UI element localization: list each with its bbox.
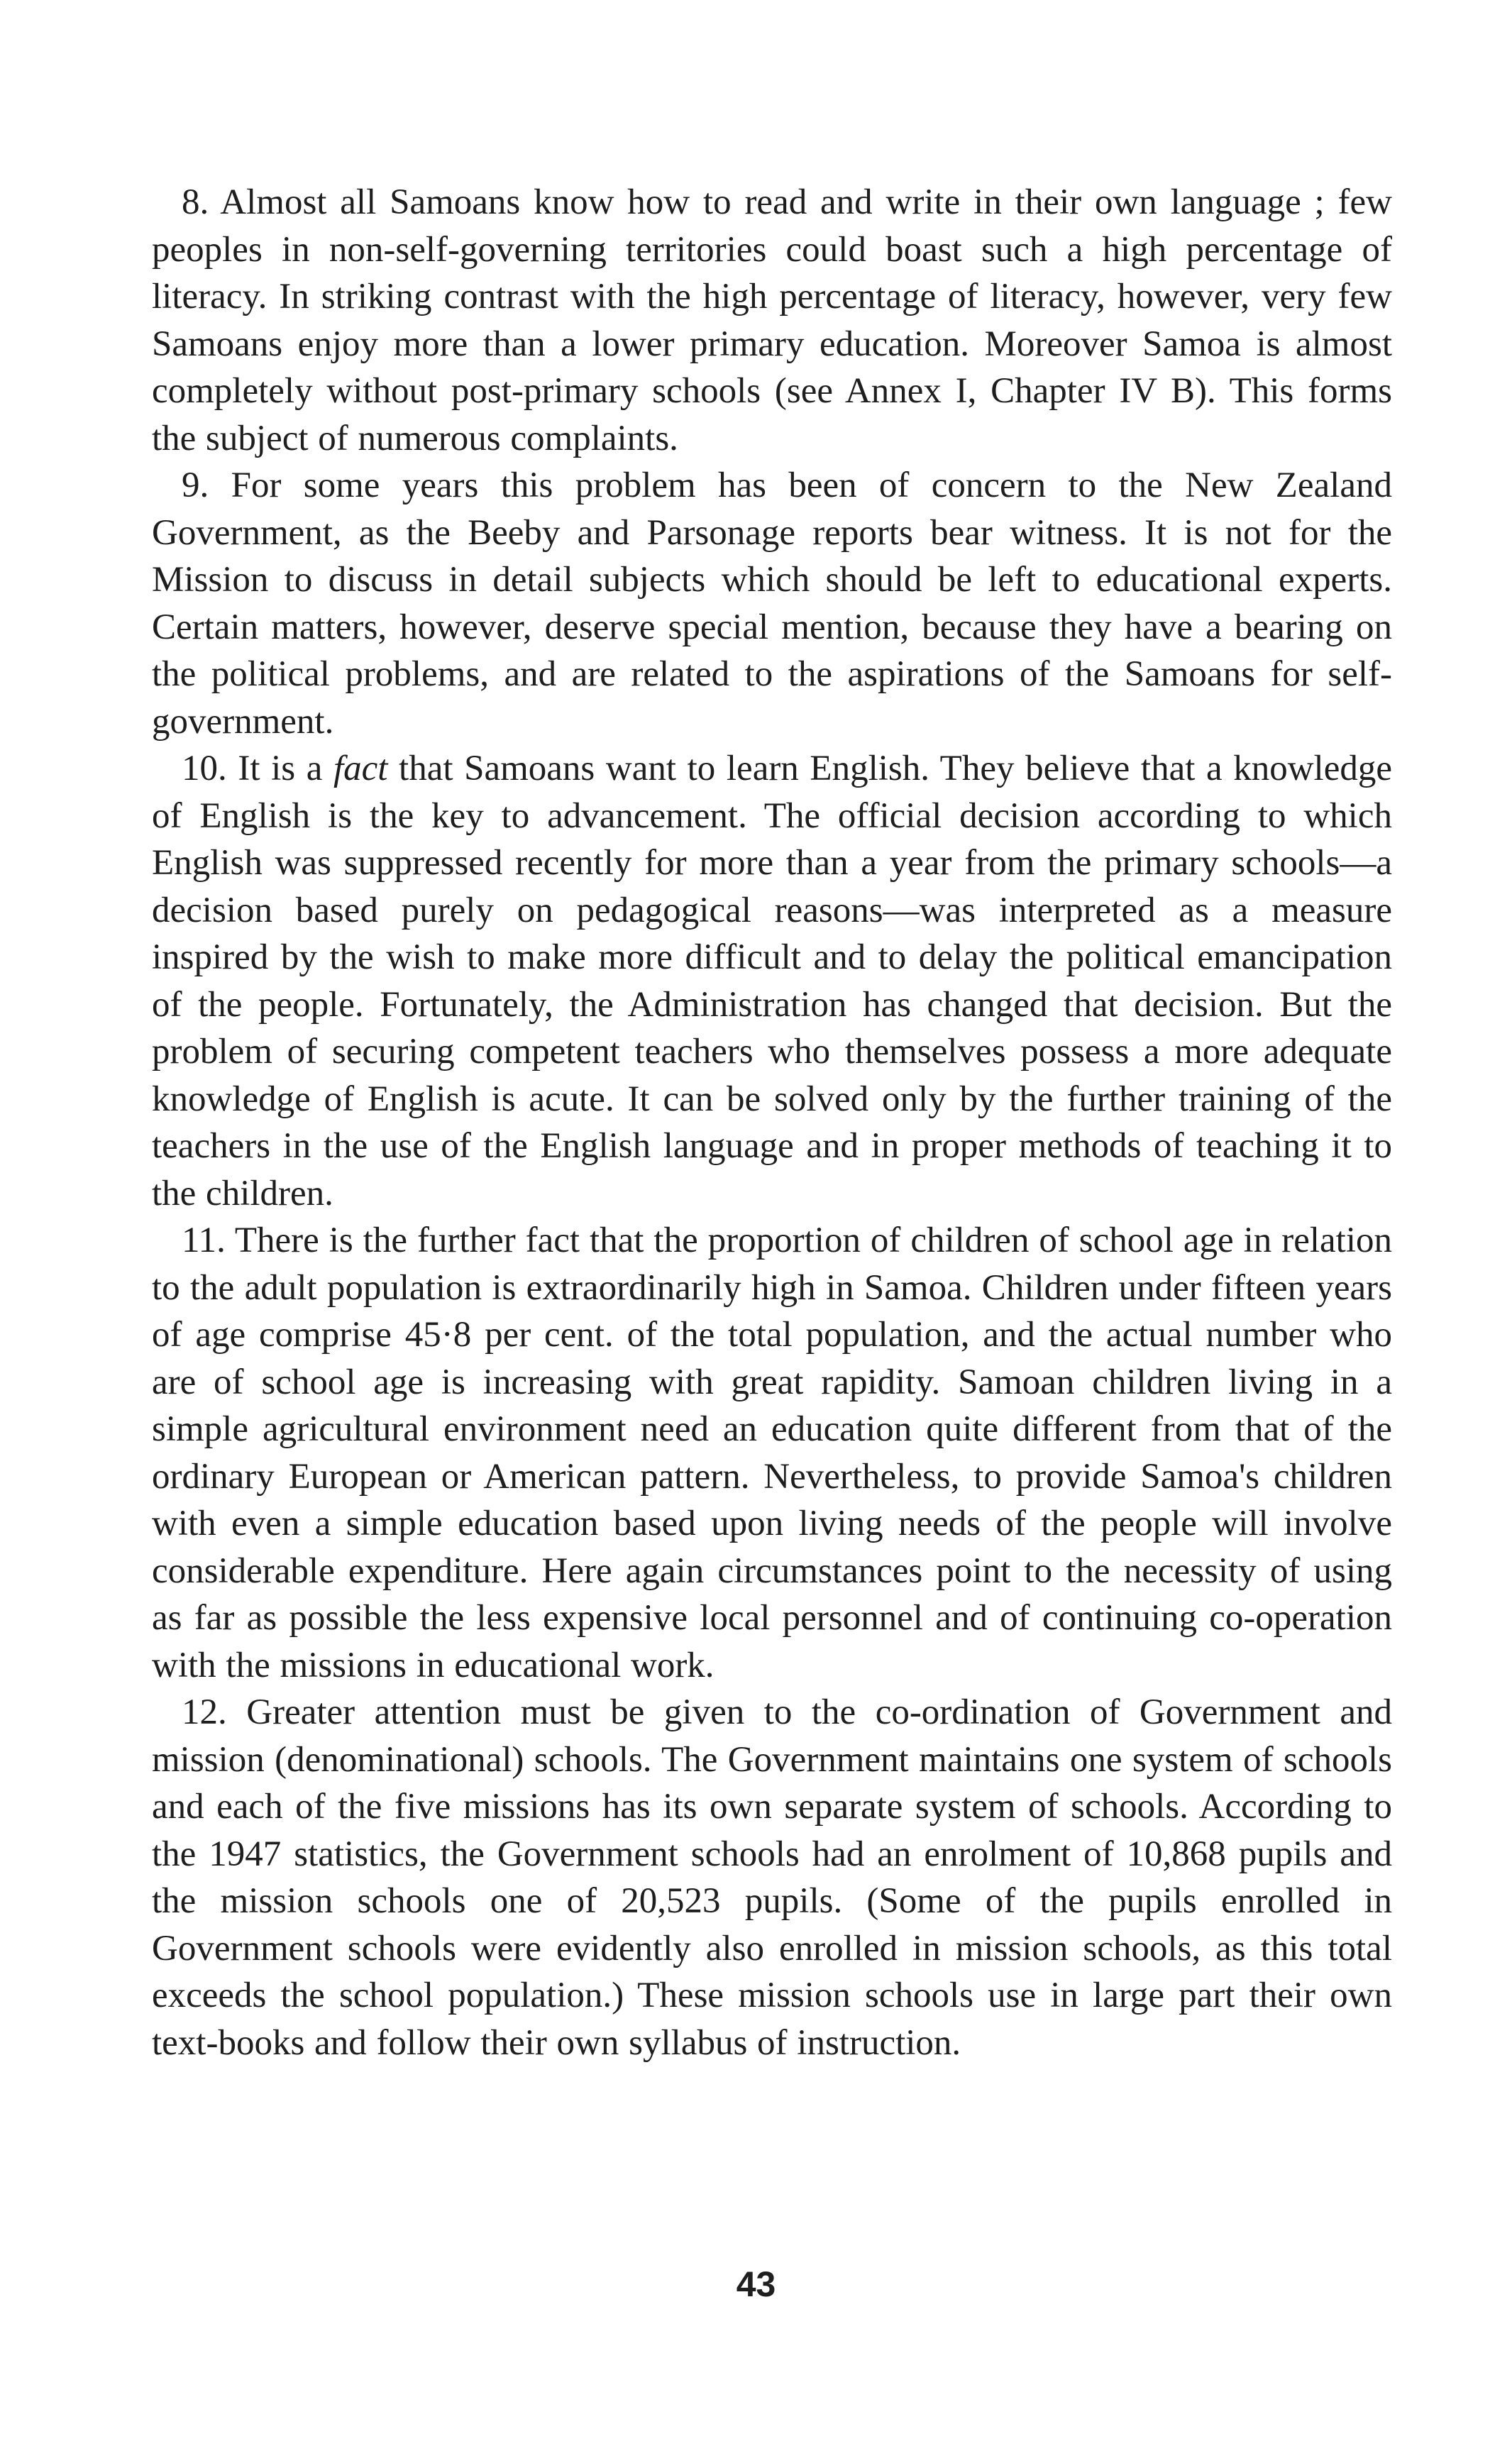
page-body: [152, 179, 1392, 2066]
paragraph-10-rest: that Samoans want to learn English. They believe that a knowledge of English is the key to advancement. The official decision according to which English was suppressed recently for more than a year from the primary schools—a decision based purely on pedagogical reasons—was interpreted as a measure inspired by the wish to make more difficult and to delay the political emancipation of the people. Fortunately, the Administration has changed that decision. But the problem of securing competent teachers who themselves possess a more adequate knowledge of English is acute. It can be solved only by the further training of the teachers in the use of the English language and in proper methods of teaching it to the children.: [152, 749, 1392, 1213]
paragraph-9: 9. For some years this problem has been of concern to the New Zealand Government, as the Beeby and Parsonage reports bear witness. It is not for the Mission to discuss in detail subjects which should be left to educational experts. Certain matters, however, deserve special mention, because they have a bearing on the political problems, and are related to the aspirations of the Samoans for self-government.: [152, 466, 1392, 742]
paragraph-8: 8. Almost all Samoans know how to read and write in their own language ; few peoples in non-self-governing territories could boast such a high percentage of literacy. In striking contrast with the high percentage of literacy, however, very few Samoans enjoy more than a lower primary education. Moreover Samoa is almost completely without post-primary schools (see Annex I, Chapter IV B). This forms the subject of numerous complaints.: [152, 182, 1392, 458]
paragraph-12: 12. Greater attention must be given to the co-ordination of Government and mission (denominational) schools. The Government maintains one system of schools and each of the five missions has its own separate system of schools. According to the 1947 statistics, the Government schools had an enrolment of 10,868 pupils and the mission schools one of 20,523 pupils. (Some of the pupils enrolled in Government schools were evidently also enrolled in mission schools, as this total exceeds the school population.) These mission schools use in large part their own text-books and follow their own syllabus of instruction.: [152, 1692, 1392, 2063]
paragraph-10-lead: 10. It is a: [182, 749, 333, 788]
page-number: 43: [736, 2264, 776, 2304]
paragraph-11: 11. There is the further fact that the proportion of children of school age in relation to the adult population is extraordinarily high in Samoa. Children under fifteen years of age comprise 45·8 per cent. of the total population, and the actual number who are of school age is increasing with great rapidity. Samoan children living in a simple agricultural environment need an education quite different from that of the ordinary European or American pattern. Nevertheless, to provide Samoa's children with even a simple education based upon living needs of the people will involve considerable expenditure. Here again circumstances point to the necessity of using as far as possible the less expensive local personnel and of continuing co-operation with the missions in educational work.: [152, 1221, 1392, 1685]
paragraph-10: [152, 745, 1392, 1217]
paragraph-10-italic: fact: [333, 749, 388, 788]
